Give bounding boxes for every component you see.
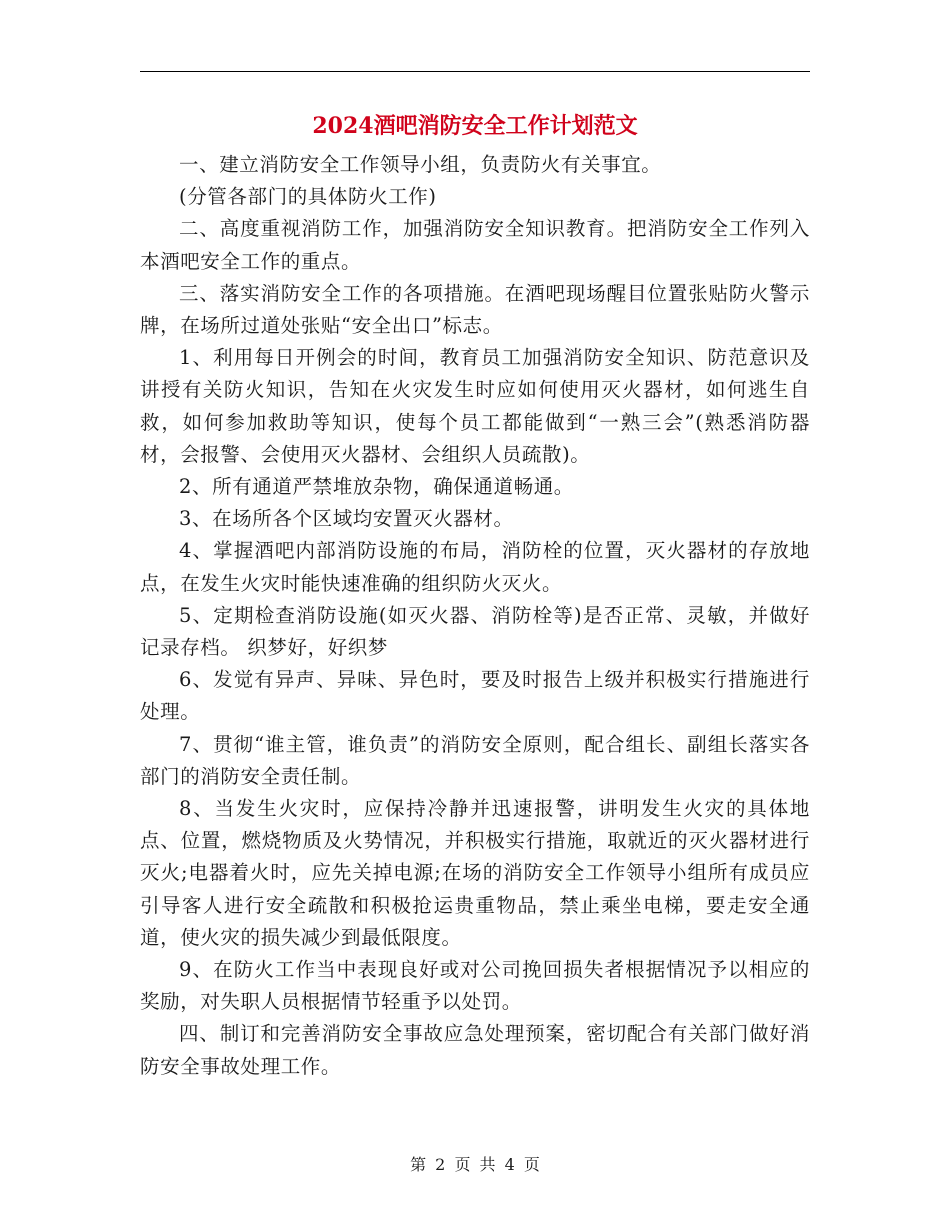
paragraph: 7、贯彻“谁主管，谁负责”的消防安全原则，配合组长、副组长落实各部门的消防安全责任制。 — [140, 732, 810, 788]
paragraph: 四、制订和完善消防安全事故应急处理预案，密切配合有关部门做好消防安全事故处理工作。 — [140, 1022, 810, 1078]
paragraph: 8、当发生火灾时，应保持冷静并迅速报警，讲明发生火灾的具体地点、位置，燃烧物质及火势情况，并积极实行措施，取就近的灭火器材进行灭火;电器着火时，应先关掉电源;在场的消防安全工作领导小组所有成员应引导客人进行安全疏散和积极抢运贵重物品，禁止乘坐电梯，要走安全通道，使火灾的损失减少到最低限度。 — [140, 797, 810, 949]
paragraph: 3、在场所各个区域均安置灭火器材。 — [179, 507, 514, 531]
paragraph: 二、高度重视消防工作，加强消防安全知识教育。把消防安全工作列入本酒吧安全工作的重点。 — [140, 217, 810, 273]
document-title: 2024酒吧消防安全工作计划范文 — [312, 113, 638, 139]
paragraph: 2、所有通道严禁堆放杂物，确保通道畅通。 — [179, 475, 574, 499]
paragraph: 三、落实消防安全工作的各项措施。在酒吧现场醒目位置张贴防火警示牌，在场所过道处张贴“安全出口”标志。 — [140, 281, 810, 338]
page-number: 第 2 页 共 4 页 — [410, 1155, 540, 1174]
paragraph: (分管各部门的具体防火工作) — [179, 185, 437, 209]
paragraph: 一、建立消防安全工作领导小组，负责防火有关事宜。 — [179, 153, 662, 176]
document-body — [140, 149, 810, 1083]
paragraph: 1、利用每日开例会的时间，教育员工加强消防安全知识、防范意识及讲授有关防火知识，告知在火灾发生时应如何使用灭火器材，如何逃生自救，如何参加救助等知识，使每个员工都能做到“一熟三会”(熟悉消防器材，会报警、会使用灭火器材、会组织人员疏散)。 — [140, 346, 810, 466]
paragraph: 9、在防火工作当中表现良好或对公司挽回损失者根据情况予以相应的奖励，对失职人员根据情节轻重予以处罚。 — [140, 958, 810, 1014]
paragraph: 4、掌握酒吧内部消防设施的布局，消防栓的位置，灭火器材的存放地点，在发生火灾时能快速准确的组织防火灭火。 — [140, 539, 810, 595]
paragraph: 6、发觉有异声、异味、异色时，要及时报告上级并积极实行措施进行处理。 — [140, 668, 810, 724]
header-rule — [140, 71, 810, 72]
paragraph: 5、定期检查消防设施(如灭火器、消防栓等)是否正常、灵敏，并做好记录存档。 织梦好，好织梦 — [140, 603, 810, 660]
